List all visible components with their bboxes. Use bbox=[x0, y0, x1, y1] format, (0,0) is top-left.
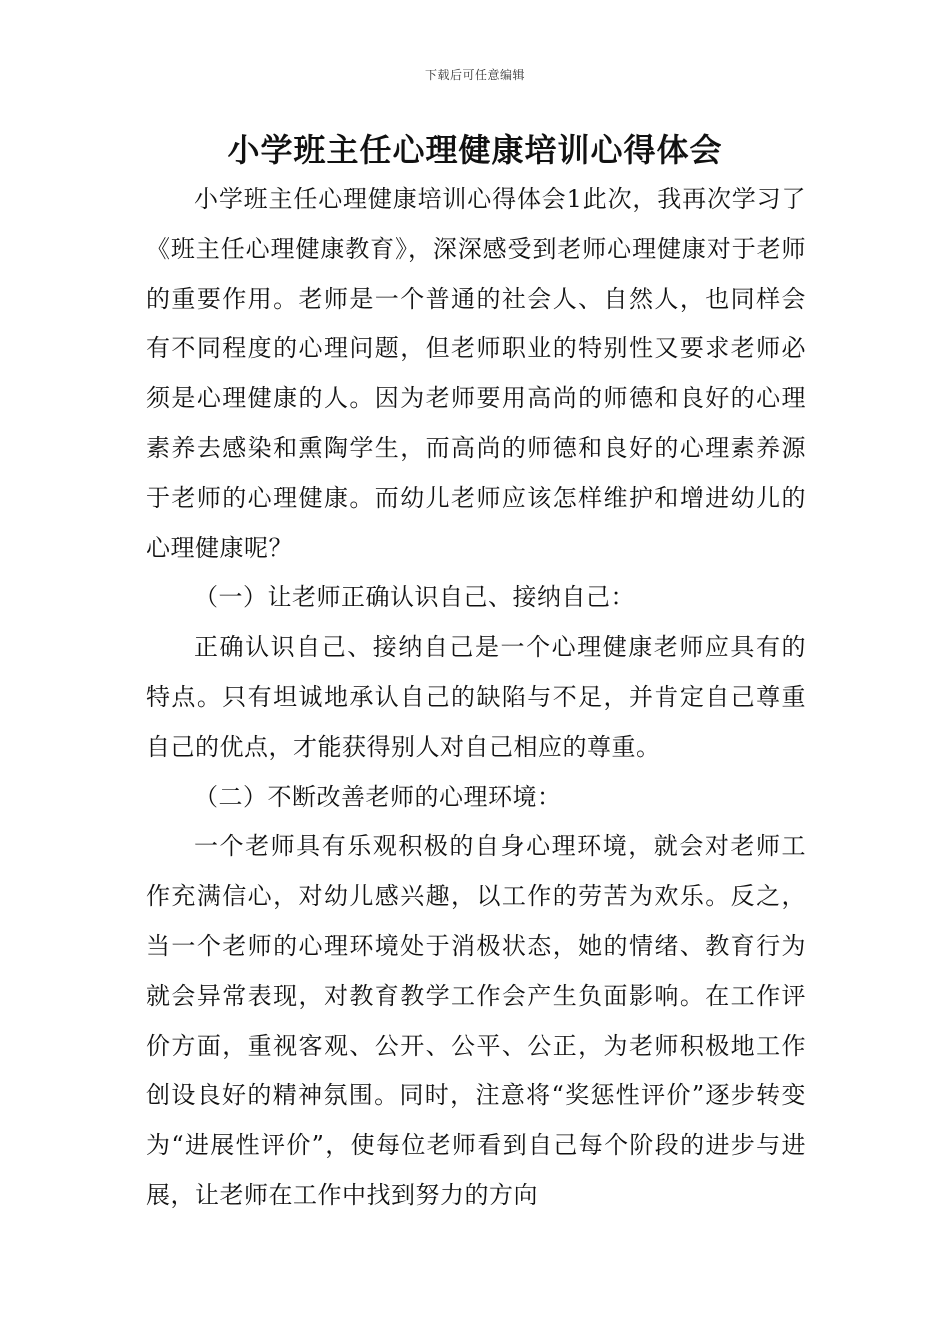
paragraph-intro: 小学班主任心理健康培训心得体会1此次，我再次学习了《班主任心理健康教育》，深深感受到老师心理健康对于老师的重要作用。老师是一个普通的社会人、自然人，也同样会有不同程度的心理问题，但老师职业的特别性又要求老师必须是心理健康的人。因为老师要用高尚的师德和良好的心理素养去感染和熏陶学生，而高尚的师德和良好的心理素养源于老师的心理健康。而幼儿老师应该怎样维护和增进幼儿的心理健康呢？ bbox=[146, 185, 806, 562]
document-body bbox=[146, 175, 806, 1221]
section-heading-2: （二）不断改善老师的心理环境： bbox=[194, 782, 562, 811]
paragraph-section-1: 正确认识自己、接纳自己是一个心理健康老师应具有的特点。只有坦诚地承认自己的缺陷与不足，并肯定自己尊重自己的优点，才能获得别人对自己相应的尊重。 bbox=[146, 633, 806, 761]
document-title: 小学班主任心理健康培训心得体会 bbox=[227, 131, 723, 169]
section-heading-1: （一）让老师正确认识自己、接纳自己： bbox=[194, 583, 635, 612]
paragraph-section-2: 一个老师具有乐观积极的自身心理环境，就会对老师工作充满信心，对幼儿感兴趣，以工作的劳苦为欢乐。反之，当一个老师的心理环境处于消极状态，她的情绪、教育行为就会异常表现，对教育教学工作会产生负面影响。在工作评价方面，重视客观、公开、公平、公正，为老师积极地工作创设良好的精神氛围。同时，注意将“奖惩性评价”逐步转变为“进展性评价”，使每位老师看到自己每个阶段的进步与进展，让老师在工作中找到努力的方向 bbox=[146, 832, 806, 1209]
header-note: 下载后可任意编辑 bbox=[424, 68, 525, 82]
